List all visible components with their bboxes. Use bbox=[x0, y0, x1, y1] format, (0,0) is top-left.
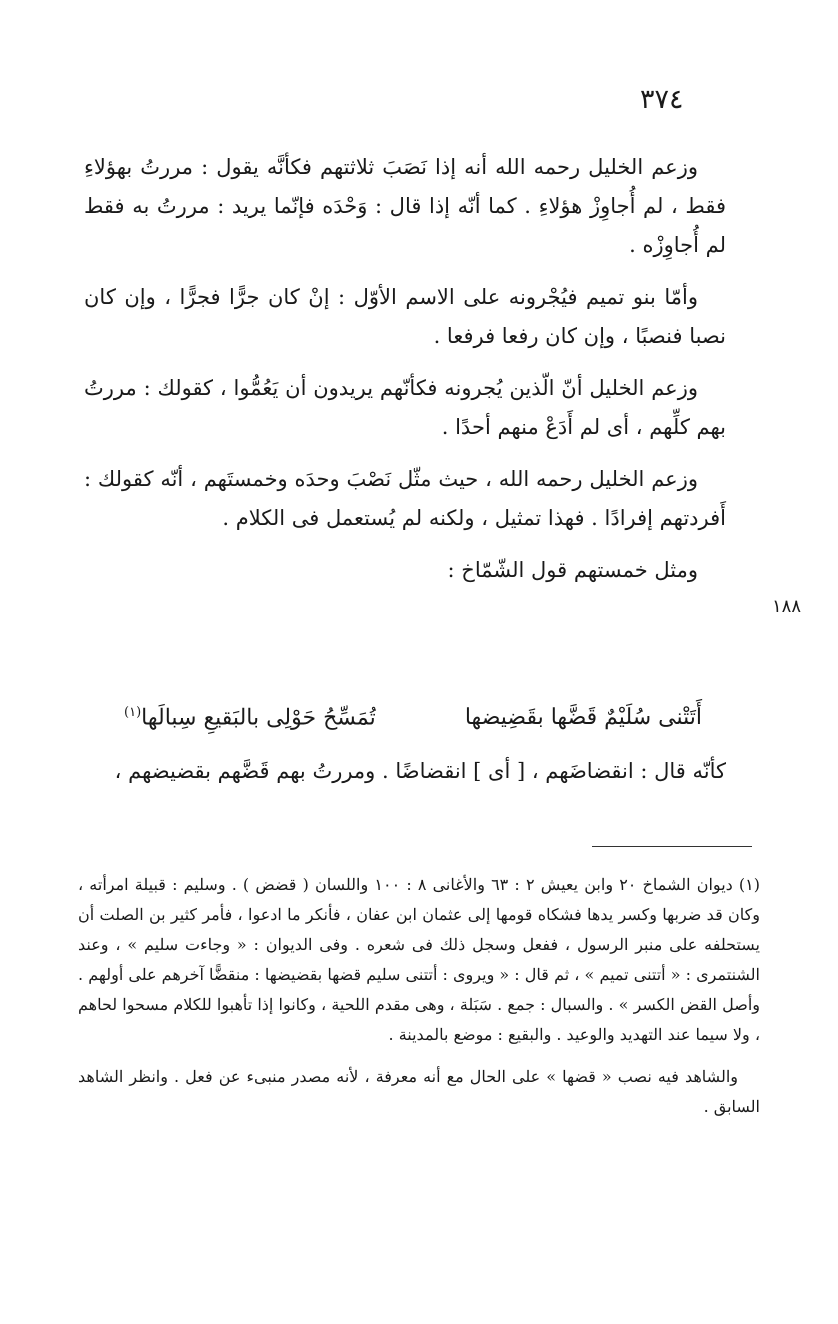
footnotes bbox=[78, 870, 760, 1122]
footnote-separator bbox=[592, 846, 752, 847]
poem-intro: ومثل خمستهم قول الشّمّاخ : bbox=[447, 558, 698, 582]
after-verse-text: كأنّه قال : انقضاضَهم ، [ أى ] انقضاضًا . ومررتُ بهم قَضَّهم بقضيضهم ، bbox=[114, 759, 726, 783]
paragraph: وزعم الخليل أنّ الّذين يُجرونه فكأنّهم يريدون أن يَعُمُّوا ، كقولك : مررتُ بهم كلِّهم ، أى لم أَدَعْ منهم أحدًا . bbox=[84, 376, 726, 439]
paragraph: وزعم الخليل رحمه الله أنه إذا نَصَبَ ثلاثتهم فكأنَّه يقول : مررتُ بهؤلاءِ فقط ، لم أُجاوِزْ هؤلاءِ . كما أنّه إذا قال : وَحْدَه فإنّما يريد : مررتُ به فقط لم أُجاوِزْه . bbox=[84, 155, 726, 257]
main-text bbox=[84, 148, 726, 603]
verse bbox=[84, 705, 702, 749]
verse-first-hemistich: أَتَتْنى سُلَيْمٌ قَضَّها بقَضِيضها bbox=[464, 705, 702, 730]
paragraph: وأمّا بنو تميم فيُجْرونه على الاسم الأوّل : إنْ كان جرًّا فجرًّا ، وإن كان نصبا فنصبًا ، وإن كان رفعا فرفعا . bbox=[84, 285, 726, 348]
footnote-1: (١) ديوان الشماخ ٢٠ وابن يعيش ٢ : ٦٣ والأغانى ٨ : ١٠٠ واللسان ( قضض ) . وسليم : قبيلة امرأته ، وكان قد ضربها وكسر يدها فشكاه قومها إلى عثمان ابن عفان ، فأنكر ما ادعوا ، فأمر كثير بن الصلت أن يستحلفه على منبر الرسول ، ففعل وسجل ذلك فى شعره . وفى الديوان : « وجاءت سليم » ، وعند الشنتمرى : « أتتنى تميم » ، ثم قال : « ويروى : أتتنى سليم قضها بقضيضها : منقضًّا آخرهم على أولهم . وأصل القض الكسر » . والسبال : جمع . سَبَلة ، وهى مقدم اللحية ، وكانوا إذا تأهبوا للكلام مسحوا لحاهم ، ولا سيما عند التهديد والوعيد . والبقيع : موضع بالمدينة . bbox=[78, 875, 761, 1044]
paragraph: وزعم الخليل رحمه الله ، حيث مثّل نَصْبَ وحدَه وخمستَهم ، أنّه كقولك : أَفردتهم إفرادًا . فهذا تمثيل ، ولكنه لم يُستعمل فى الكلام . bbox=[84, 467, 726, 530]
margin-page-number: ١٨٨ bbox=[772, 596, 802, 617]
page-number: ٣٧٤ bbox=[640, 84, 684, 115]
verse-second-hemistich bbox=[124, 705, 376, 730]
verse-second-hemistich-text: تُمَسِّحُ حَوْلِى بالبَقيعِ سِبالَها bbox=[141, 705, 376, 731]
footnote-1-continuation: والشاهد فيه نصب « قضها » على الحال مع أنه معرفة ، لأنه مصدر منبىء عن فعل . وانظر الشاهد السابق . bbox=[78, 1067, 760, 1116]
footnote-reference: (١) bbox=[124, 705, 142, 720]
